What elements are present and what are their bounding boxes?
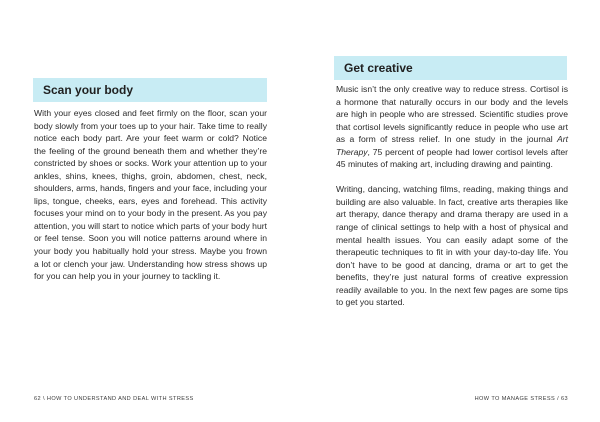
body-text [34, 107, 267, 283]
section-heading: Scan your body [43, 83, 134, 97]
section-heading: Get creative [344, 61, 413, 75]
page-footer: HOW TO MANAGE STRESS / 63 [474, 396, 568, 402]
journal-title: Art Therapy [336, 134, 568, 157]
paragraph-text: Music isn’t the only creative way to reduce stress. Cortisol is a hormone that naturally occurs in our body and the levels are high in people who are stressed. Scientific studies prove that cortisol levels significantly reduce in people who use art as a form of stress relief. In one study in the journal [336, 84, 568, 145]
page-footer: 62 \ HOW TO UNDERSTAND AND DEAL WITH STRESS [34, 396, 194, 402]
body-paragraph [336, 83, 568, 171]
section-heading-box [33, 78, 267, 102]
section-heading-box [334, 56, 567, 80]
body-paragraph: Writing, dancing, watching films, reading, making things and building are also valuable. In fact, creative arts therapies like art therapy, dance therapy and drama therapy are used in a range of clinical settings to help with a host of physical and mental health issues. You can easily adapt some of the therapeutic techniques to fit in with your day-to-day life. You don’t have to be good at dancing, drama or art to get the benefits, they’re just natural forms of creative expression readily available to you. In the next few pages are some tips to get you started. [336, 184, 568, 308]
right-page [300, 0, 600, 422]
paragraph-text: , 75 percent of people had lower cortisol levels after 45 minutes of making art, including drawing and painting. [336, 146, 568, 170]
body-paragraph: With your eyes closed and feet firmly on the floor, scan your body slowly from your toes up to your hair. Take time to really notice each body part. Are your feet warm or cold? Notice the feeling of the ground beneath them and whether they’re constricted by shoes or socks. Work your attention up to your ankles, shins, knees, thighs, groin, abdomen, chest, neck, shoulders, arms, hands, fingers and your face, including your lips, tongue, cheeks, ears, eyes and forehead. This activity focuses your mind on to your body in the present. As you pay attention, you will start to notice which parts of your body hurt or feel tense. Soon you will notice patterns around where in your body you habitually hold your stress. Maybe you frown a lot or clench your jaw. Understanding how stress shows up for you can help you in your journey to tackling it. [34, 108, 267, 282]
body-text [336, 83, 568, 309]
